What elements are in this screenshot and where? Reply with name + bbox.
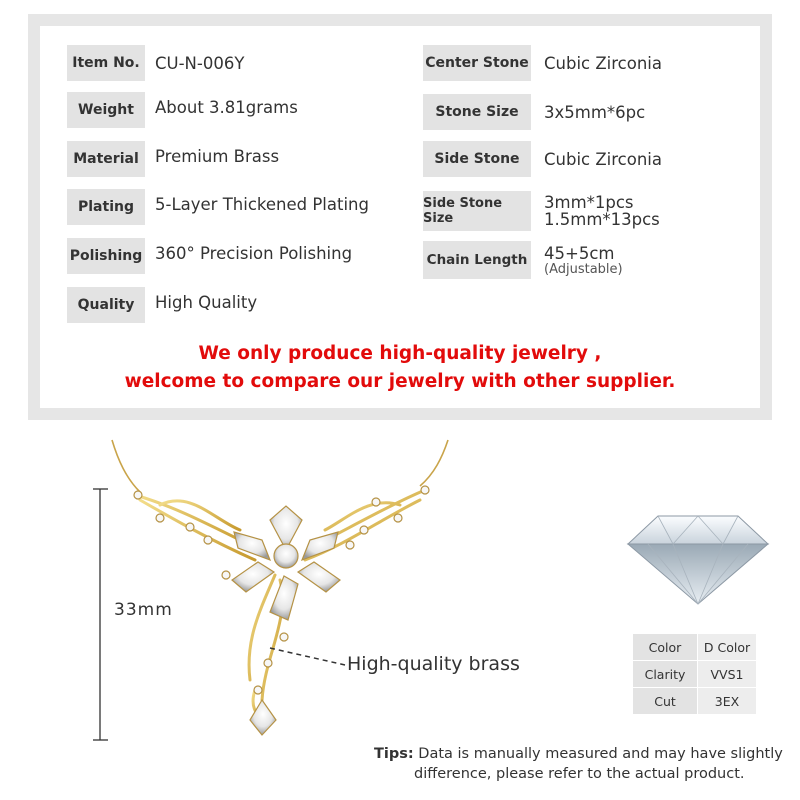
spec-label: Stone Size (423, 94, 531, 130)
tips-line-1 (374, 744, 783, 764)
spec-label: Quality (67, 287, 145, 323)
callout-line (270, 648, 345, 665)
tips-label: Tips: (374, 746, 414, 762)
brass-callout-label: High-quality brass (347, 653, 520, 675)
spec-row (67, 287, 387, 323)
spec-row (67, 45, 387, 81)
spec-row (423, 45, 743, 81)
tips-text-1: Data is manually measured and may have slightly (418, 746, 783, 762)
spec-note: (Adjustable) (544, 261, 623, 277)
gem-spec-label: Cut (633, 688, 698, 715)
dimension-label: 33mm (114, 600, 173, 620)
diamond-illustration (618, 504, 778, 614)
tips-note (374, 744, 783, 784)
spec-value: Premium Brass (155, 146, 280, 166)
spec-value (544, 191, 660, 231)
spec-row (423, 241, 743, 279)
spec-label: Polishing (67, 238, 145, 274)
spec-label: Side Stone Size (423, 191, 531, 231)
spec-row (67, 141, 387, 177)
spec-value: About 3.81grams (155, 97, 298, 117)
spec-value (544, 241, 623, 279)
spec-label: Weight (67, 92, 145, 128)
gem-spec-label: Color (633, 634, 698, 661)
spec-value: High Quality (155, 292, 258, 312)
spec-row (67, 189, 387, 225)
spec-value-line: 3mm*1pcs (544, 193, 634, 212)
gem-spec-row (633, 661, 757, 688)
gem-spec-value: D Color (698, 634, 757, 661)
chain (112, 440, 448, 492)
gem-spec-value: 3EX (698, 688, 757, 715)
spec-label: Center Stone (423, 45, 531, 81)
flower-stones (232, 506, 340, 735)
spec-value-line: 45+5cm (544, 243, 615, 263)
spec-value: Cubic Zirconia (544, 149, 662, 169)
gem-spec-value: VVS1 (698, 661, 757, 688)
spec-row (423, 191, 743, 231)
promo-line-2: welcome to compare our jewelry with other supplier. (124, 371, 676, 392)
promo-line-1: We only produce high-quality jewelry , (198, 343, 602, 364)
spec-row (423, 94, 743, 130)
spec-value: 360° Precision Polishing (155, 243, 353, 263)
spec-label: Item No. (67, 45, 145, 81)
spec-label: Side Stone (423, 141, 531, 177)
spec-value-line: 1.5mm*13pcs (544, 210, 660, 229)
spec-row (67, 92, 387, 128)
measure-bar (93, 489, 108, 740)
spec-value: CU-N-006Y (155, 53, 245, 73)
spec-row (67, 238, 387, 274)
spec-value: 3x5mm*6pc (544, 102, 646, 122)
gem-spec-table (632, 633, 757, 715)
gem-spec-row (633, 634, 757, 661)
spec-row (423, 141, 743, 177)
spec-label: Material (67, 141, 145, 177)
gem-spec-row (633, 688, 757, 715)
spec-label: Chain Length (423, 241, 531, 279)
tips-text-2: difference, please refer to the actual product. (414, 766, 745, 782)
spec-value: 5-Layer Thickened Plating (155, 194, 369, 214)
gem-spec-label: Clarity (633, 661, 698, 688)
spec-label: Plating (67, 189, 145, 225)
necklace-illustration (0, 420, 600, 800)
spec-value: Cubic Zirconia (544, 53, 662, 73)
